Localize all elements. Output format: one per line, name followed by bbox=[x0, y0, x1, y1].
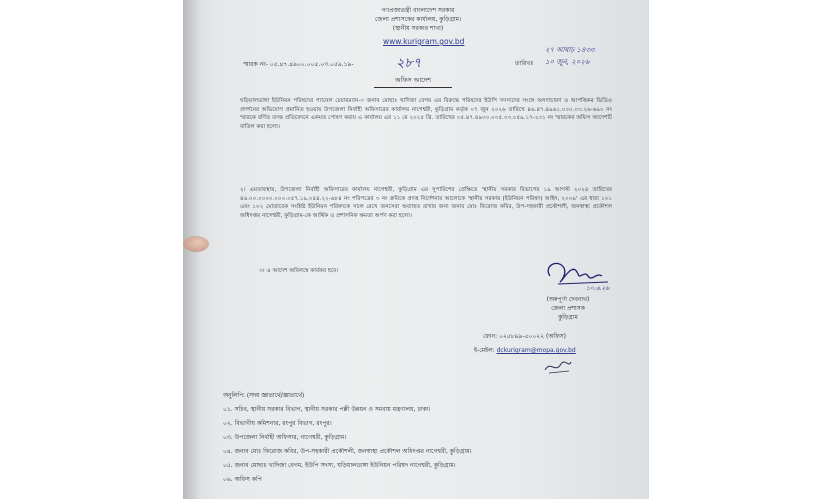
copy-list-item: ০৫. জনাব মোছাঃ খাদিজা বেগম, ইউপি সদস্য, ঘড়িয়ালডাঙ্গা ইউনিয়ন পরিষদ নাগেশ্বরী, কুড়িগ্রাম। bbox=[223, 462, 456, 469]
memo-reference-label: স্মারক নং- ০৫.৪৭.৪৯০০.০০৫.০৩.০৫৯.১৯- bbox=[243, 61, 354, 68]
date-label: তারিখঃ bbox=[515, 60, 534, 67]
document-page bbox=[183, 0, 649, 499]
signatory-district: কুড়িগ্রাম bbox=[558, 314, 578, 321]
office-email bbox=[474, 345, 576, 356]
copy-list-item: ০১. সচিব, স্থানীয় সরকার বিভাগ, স্থানীয় সরকার পল্লী উন্নয়ন ও সমবায় মন্ত্রণালয়, ঢাকা। bbox=[223, 406, 431, 413]
copy-list-item: ০৬. অফিস কপি bbox=[223, 476, 262, 483]
copy-list-item: ০৩. উপজেলা নির্বাহী অফিসার, নাগেশ্বরী, কুড়িগ্রাম। bbox=[223, 434, 347, 441]
header-government: গণপ্রজাতন্ত্রী বাংলাদেশ সরকার bbox=[381, 7, 455, 14]
paragraph-1: ঘড়িয়ালডাঙ্গা ইউনিয়ন পরিষদের প্যানেল চেয়ারম্যান-৩ জনাব মোছাঃ খাদিজা বেগম এর বিরুদ্ধে পরিষদের ইউপি সদস্যদের সংঙ্গে অসদাচারণ ও আপত্তিকর ভিডিও প্রদর্শনের অভিযোগ প্রমানিত হওয়ায় উপজেলা নির্বাহী অফিসারের কার্যালয় নাগেশ্বরী, কুড়িগ্রাম কর্তৃক ০৭ জুন ২০২৬ তারিখে ৪৬.৪৭.৪৯৬১.০০০.০৩.২৬-৬৯০ নং স্মারকে বর্ণিত তদন্ত প্রতিবেদনে একমত পোষণ করায় এ কার্যালয় এর ১১ মে ২০২৫ খ্রি. তারিখের ০৫.৪৭.৪৯০০.০০৫.০৩.০৫৯.১৭-২৩১ নং স্মারকের অফিস আদেশটি বাতিল করা হলো। bbox=[240, 98, 612, 130]
email-label: ই-মেইল: bbox=[474, 347, 495, 354]
signatory-name: (অন্নপূর্ণা দেবনাথ) bbox=[546, 296, 590, 303]
copy-list-item: ০৪. জনাব মোঃ ফিরোজ কবির, উপ-সহকারী প্রকৌশলী, জনস্বাস্থ্য প্রকৌশল অধিদপ্তর নাগেশ্বরী, কুড়িগ্রাম। bbox=[223, 448, 472, 455]
signature-date: ১০.৬.২৬ bbox=[586, 285, 610, 292]
signatory-designation: জেলা প্রশাসক bbox=[551, 305, 585, 312]
signature-image bbox=[538, 256, 618, 294]
initial-mark bbox=[541, 356, 575, 376]
header-website-link[interactable]: www.kurigram.gov.bd bbox=[383, 37, 465, 46]
date-bangla-calendar: ২৭ আষাঢ় ১৪৩৩ bbox=[545, 46, 595, 54]
copy-list-heading: অনুলিপি: (সদয় জ্ঞাতার্থে/জ্ঞাতার্থে) bbox=[223, 393, 305, 399]
header-section: (স্থানীয় সরকার শাখা) bbox=[392, 25, 444, 32]
paragraph-2: ২। এমতাবস্থায়, উপজেলা নির্বাহী অফিসারের কার্যালয় নাগেশ্বরী, কুড়িগ্রাম এর সুপারিশের প্রেক্ষিতে 'স্থানীয় সরকার বিভাগের ১৯ আগস্ট ২০২৪ তারিখের ৪৬.০০.০০০০.০০০.০৫৭.১৯.০৪৪.২২-৬৮৪ নং পরিপত্রের ৩ নং ক্রমিকে প্রদত্ত নির্দেশনার আলোকে 'স্থানীয় সরকার (ইউনিয়ন পরিষদ) আইন, ২০০৯' এর ধারা ১০১ এবং ১০২ মোতাবেক সংশ্লিষ্ট ইউনিয়ন পরিষদকে সচল রেখে জনসেবা অব্যাহত রাখার জন্য জনাব মোঃ ফিরোজ কবির, উপ-সহকারী প্রকৌশলী, জনস্বাস্থ্য প্রকৌশল অধিদপ্তর নাগেশ্বরী, কুড়িগ্রাম-কে আর্থিক ও প্রশাসনিক ক্ষমতা অর্পণ করা হলো। bbox=[240, 187, 612, 219]
memo-handwritten-number: ২৮৭ bbox=[396, 56, 422, 71]
office-order-title: অফিস আদেশ bbox=[374, 75, 452, 88]
copy-list-item: ০২. বিভাগীয় কমিশনার, রংপুর বিভাগ, রংপুর। bbox=[223, 420, 332, 427]
paragraph-3: ৩। এ আদেশ অবিলম্বে কার্যকর হবে। bbox=[259, 268, 339, 274]
email-address-link[interactable]: dckurigram@mopa.gov.bd bbox=[496, 347, 576, 354]
header-office: জেলা প্রশাসকের কার্যালয়, কুড়িগ্রাম। bbox=[374, 16, 462, 23]
date-english-calendar: ১০ জুন, ২০২৬ bbox=[545, 58, 590, 66]
office-phone: ফোন: ০২৫৮৯৯-৫০০২২ (অফিস) bbox=[483, 333, 566, 340]
finger-tip bbox=[183, 236, 209, 252]
